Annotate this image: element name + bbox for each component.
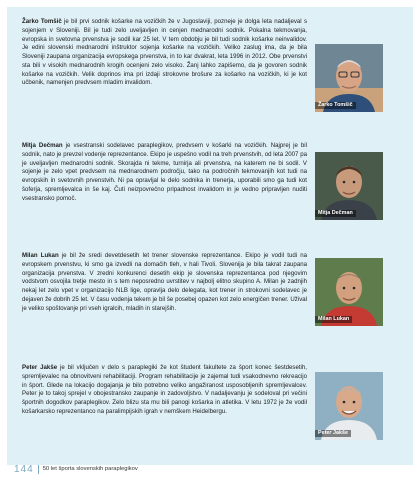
bio-text: je vsestranski sodelavec paraplegikov, predvsem v košarki na vozičkih. Najprej je bil sodnik, nato je prevzel vodenje reprezentance. Ekipo je uspešno vodil na treh prvenstvih, od leta 2007 pa je uveljavljen mednarodni sodnik. Skorajda ni tekme, turnirja ali prvenstva, na katerem ne bi sodil. V sojenje je zelo vpet predvsem na mednarodnem področju, tako na področnih tekmovanjih kot tudi na evropskih in svetovnih prvenstvih. Ni pa opravljal le delo sodnika in trenerja, uporabili smo ga tudi kot šoferja, spremljevalca in še kaj. Čuti neizpovrečno pripadnost invalidom in je vedno pripravljen nuditi vsestransko pomoč. <box>22 142 307 202</box>
photo-caption: Mitja Dečman <box>315 210 356 217</box>
bio-paragraph <box>22 364 307 417</box>
page-footer <box>14 464 138 474</box>
bio-name: Milan Lukan <box>22 252 59 259</box>
bio-paragraph <box>22 142 307 203</box>
bio-name: Žarko Tomšič <box>22 18 62 25</box>
photo-caption: Peter Jakše <box>315 430 351 437</box>
bio-name: Mitja Dečman <box>22 142 63 149</box>
portrait-photo <box>315 44 383 112</box>
page-number: 144 <box>14 463 34 475</box>
bio-text: je bil vključen v delo s paraplegiki že kot študent fakultete za šport konec šestdesetih, spremljevalec na obnovitveni rehabilitaciji. Program rehabilitacije je zajemal tudi vsakodnevno rekreacijo in šport. Glede na lokacijo dogajanja je bilo potrebno veliko angažiranost usposobljenih spremljevalcev. Peter je to takoj sprejel v obojestransko zaupanje in zadovoljstvo. V nadaljevanju je sodeloval pri večini športnih dogodkov paraplegikov. Zelo blizu sta mu bili panogi košarka in atletika. V letu 1972 je že vodil košarkarsko reprezentanco na paralimpijskih igrah v nemškem Heidelbergu. <box>22 364 307 415</box>
portrait-photo <box>315 372 383 440</box>
portrait-photo <box>315 258 383 326</box>
footer-divider <box>38 465 39 474</box>
bio-text: je bil prvi sodnik košarke na vozičkih že v Jugoslaviji, pozneje je dolga leta nadaljeval s sojenjem v Sloveniji. Bil je tudi zelo uveljavljen in cenjen mednarodni sodnik. Pokalna tekmovanja, evropska in svetovna prvenstva je sodil kar 25 let. V tem obdobju je bil tudi sodnik košarke neinvalidov. Je edini slovenski mednarodni inštruktor sojenja košarke na vozičkih. Veliko zaslug ima, da je bila Sloveniji zaupana organizacija evropskega prvenstva, in to kar dvakrat, leta 1996 in 2012. Obe prvenstvi sta bili v visokih mednarodnih krogih ocenjeni zelo visoko. Žanj lahko zapišemo, da je govoren sodnik košarke na vozičkih. Velik doprinos ima pri izdaji strokovne brošure za košarko na vozičkih, ki je kot učbenik, namenjen predvsem mladim invalidom. <box>22 18 307 87</box>
bio-paragraph <box>22 252 307 313</box>
photo-caption: Milan Lukan <box>315 316 352 323</box>
portrait-photo <box>315 152 383 220</box>
bio-text: je bil že sredi devetdesetih let trener slovenske reprezentance. Ekipo je vodil tudi na evropskem prvenstvu, ki smo ga izvedli na domačih tleh, v hali Tivoli. Slovenija je bila takrat zaupana organizacija prvenstva. V zredni konkurenci desetih ekip je slovenska reprezentanca pod njegovim vodstvom osvojila tretje mesto in s tem neposredno uvrstitev v najbolj elitno skupino A. Milan je zadnjih nekaj let zelo vpet v organizacijo NLB lige, opravlja delo delegata, kot trener in strokovni sodelavec je dejaven že dobrih 25 let. V času vodenja tekem je bil še posebej opazen kot zelo energičen trener. Užival je veliko spoštovanje pri vseh igralcih, mladih in starejših. <box>22 252 307 312</box>
photo-caption: Žarko Tomšič <box>315 102 356 109</box>
bio-paragraph <box>22 18 307 88</box>
bio-name: Peter Jakše <box>22 364 58 371</box>
book-title: 50 let športa slovenskih paraplegikov <box>42 466 138 472</box>
